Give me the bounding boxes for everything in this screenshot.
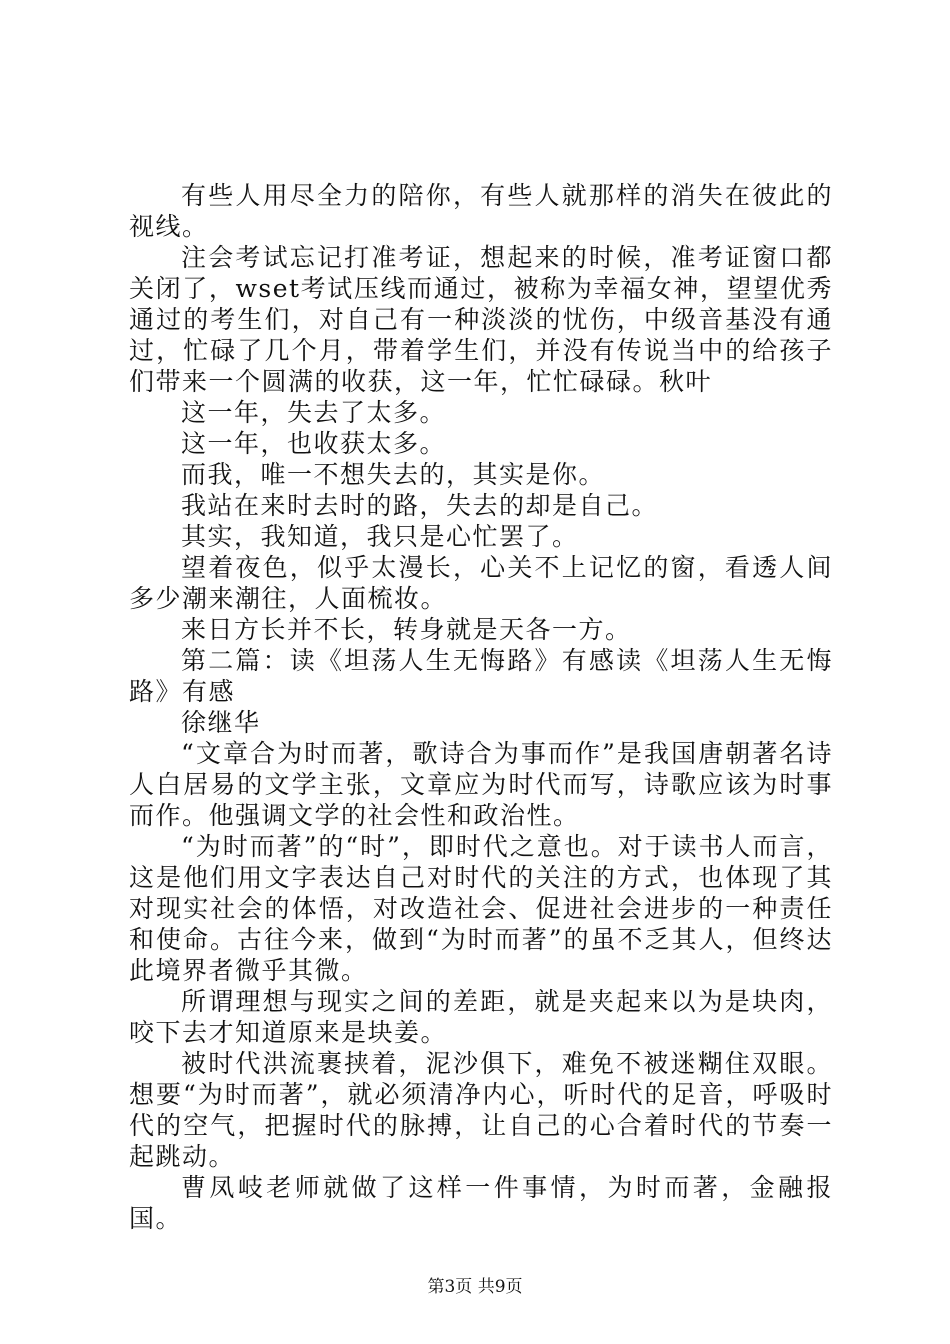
section-heading: 第二篇：读《坦荡人生无悔路》有感读《坦荡人生无悔路》有感 <box>129 646 833 706</box>
paragraph: 其实，我知道，我只是心忙罢了。 <box>181 522 579 551</box>
paragraph: 这一年，也收获太多。 <box>181 429 447 458</box>
paragraph: 望着夜色，似乎太漫长，心关不上记忆的窗，看透人间多少潮来潮往，人面梳妆。 <box>129 553 833 613</box>
paragraph: “文章合为时而著，歌诗合为事而作”是我国唐朝著名诗人白居易的文学主张，文章应为时代而写，诗歌应该为时事而作。他强调文学的社会性和政治性。 <box>129 739 833 830</box>
paragraph: 有些人用尽全力的陪你，有些人就那样的消失在彼此的视线。 <box>129 181 833 241</box>
paragraph: 注会考试忘记打准考证，想起来的时候，准考证窗口都关闭了，wset考试压线而通过，被称为幸福女神，望望优秀通过的考生们，对自己有一种淡淡的忧伤，中级音基没有通过，忙碌了几个月，带着学生们，并没有传说当中的给孩子们带来一个圆满的收获，这一年，忙忙碌碌。秋叶 <box>129 243 833 396</box>
page-number-footer: 第3页 共9页 <box>427 1277 523 1297</box>
paragraph: “为时而著”的“时”，即时代之意也。对于读书人而言，这是他们用文字表达自己对时代的关注的方式，也体现了其对现实社会的体悟，对改造社会、促进社会进步的一种责任和使命。古往今来，做到“为时而著”的虽不乏其人，但终达此境界者微乎其微。 <box>129 832 833 985</box>
paragraph: 而我，唯一不想失去的，其实是你。 <box>181 460 606 489</box>
paragraph: 来日方长并不长，转身就是天各一方。 <box>181 615 632 644</box>
document-body <box>129 180 833 1234</box>
author-name: 徐继华 <box>181 708 261 737</box>
paragraph: 曹凤岐老师就做了这样一件事情，为时而著，金融报国。 <box>129 1173 833 1233</box>
paragraph: 被时代洪流裹挟着，泥沙俱下，难免不被迷糊住双眼。想要“为时而著”，就必须清净内心，听时代的足音，呼吸时代的空气，把握时代的脉搏，让自己的心合着时代的节奏一起跳动。 <box>129 1049 833 1171</box>
paragraph: 这一年，失去了太多。 <box>181 398 447 427</box>
paragraph: 所谓理想与现实之间的差距，就是夹起来以为是块肉，咬下去才知道原来是块姜。 <box>129 987 833 1047</box>
paragraph: 我站在来时去时的路，失去的却是自己。 <box>181 491 659 520</box>
